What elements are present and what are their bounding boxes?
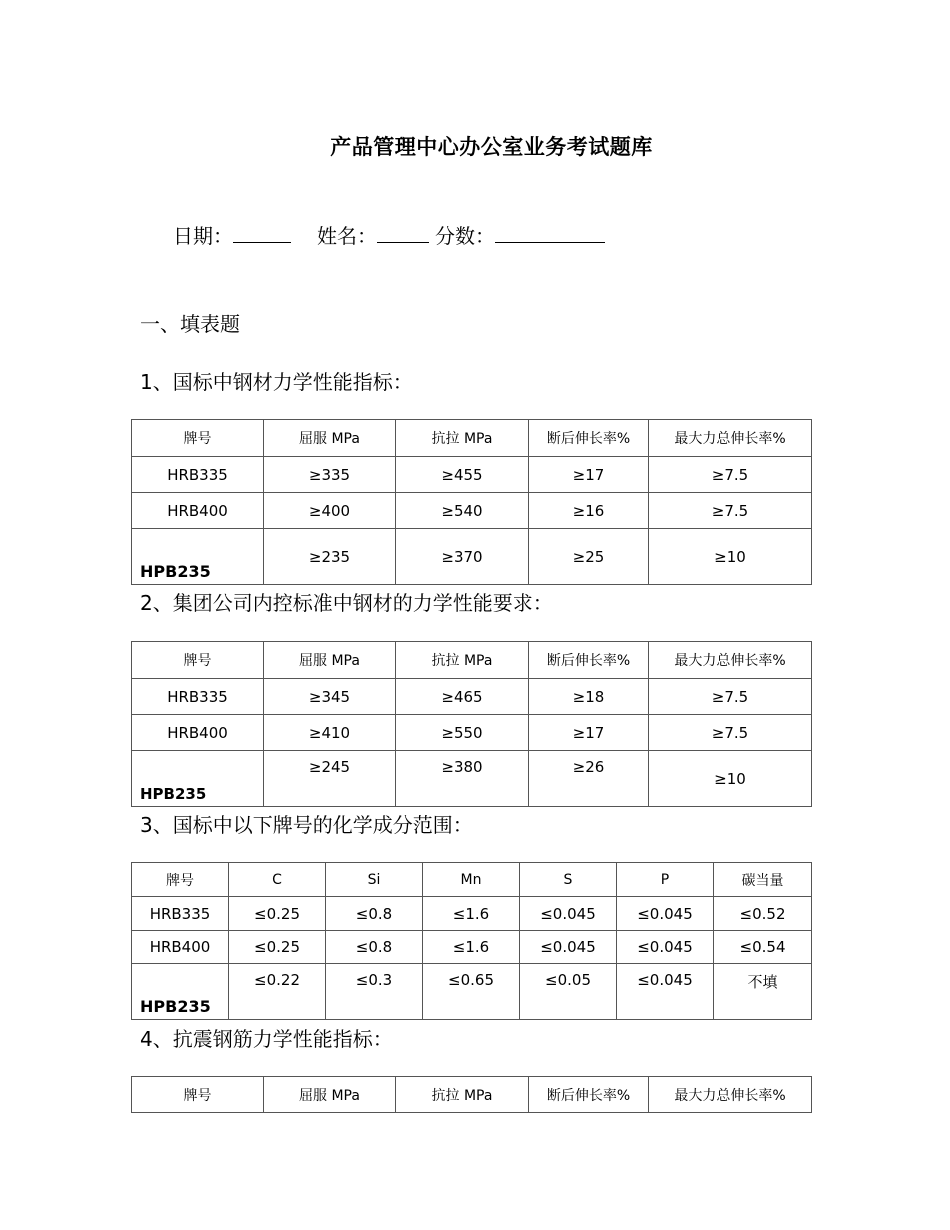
header-cell: 抗拉 MPa	[396, 642, 529, 679]
table-cell: ≥335	[264, 457, 396, 493]
table-cell: ≤0.22	[229, 964, 326, 1020]
table-cell: ≥410	[264, 715, 396, 751]
header-cell: Mn	[423, 863, 520, 897]
table-row	[132, 751, 812, 807]
table-cell: ≥16	[529, 493, 649, 529]
table-cell: ≤1.6	[423, 931, 520, 964]
table-cell: ≤0.045	[617, 964, 714, 1020]
table-cell: ≥10	[649, 529, 812, 585]
table-cell: ≥465	[396, 679, 529, 715]
table-cell: ≥235	[264, 529, 396, 585]
header-cell: 最大力总伸长率%	[649, 1077, 812, 1113]
header-cell: C	[229, 863, 326, 897]
table-row	[132, 529, 812, 585]
header-cell: 牌号	[132, 863, 229, 897]
header-cell: 牌号	[132, 642, 264, 679]
page-title: 产品管理中心办公室业务考试题库	[330, 135, 653, 159]
table-cell: ≥7.5	[649, 493, 812, 529]
table-row	[132, 457, 812, 493]
table-cell: ≥7.5	[649, 715, 812, 751]
table-cell: ≤0.8	[326, 897, 423, 931]
grade-cell: HRB335	[132, 897, 229, 931]
score-label: 分数：	[435, 224, 495, 248]
table-cell: ≥17	[529, 457, 649, 493]
table-row	[132, 931, 812, 964]
table-cell: ≥455	[396, 457, 529, 493]
header-cell: 屈服 MPa	[264, 420, 396, 457]
grade-cell: HPB235	[132, 964, 229, 1020]
grade-cell: HRB400	[132, 493, 264, 529]
table-cell: ≥26	[529, 751, 649, 807]
question-2-table	[131, 641, 812, 807]
table-cell: ≤1.6	[423, 897, 520, 931]
table-cell: ≤0.05	[520, 964, 617, 1020]
table-cell: ≥400	[264, 493, 396, 529]
table-cell: ≥25	[529, 529, 649, 585]
table-cell: ≤0.54	[714, 931, 812, 964]
header-cell: 屈服 MPa	[264, 1077, 396, 1113]
table-cell: ≥18	[529, 679, 649, 715]
table-cell: ≤0.045	[520, 931, 617, 964]
grade-cell: HPB235	[132, 529, 264, 585]
table-cell: ≤0.045	[617, 931, 714, 964]
table-cell: ≥10	[649, 751, 812, 807]
table-row	[132, 715, 812, 751]
table-row	[132, 897, 812, 931]
question-1-heading: 1、国标中钢材力学性能指标：	[140, 370, 413, 394]
table-cell: ≥550	[396, 715, 529, 751]
table-header-row	[132, 1077, 812, 1113]
grade-cell: HRB400	[132, 715, 264, 751]
header-cell: 牌号	[132, 1077, 264, 1113]
question-2-heading: 2、集团公司内控标准中钢材的力学性能要求：	[140, 591, 553, 615]
grade-cell: HPB235	[132, 751, 264, 807]
table-cell: ≤0.045	[617, 897, 714, 931]
header-cell: 碳当量	[714, 863, 812, 897]
table-cell: ≤0.3	[326, 964, 423, 1020]
table-cell: ≤0.25	[229, 931, 326, 964]
header-cell: 抗拉 MPa	[396, 420, 529, 457]
table-cell: ≤0.8	[326, 931, 423, 964]
grade-cell: HRB400	[132, 931, 229, 964]
table-cell: ≥540	[396, 493, 529, 529]
question-3-heading: 3、国标中以下牌号的化学成分范围：	[140, 813, 473, 837]
table-cell: ≥380	[396, 751, 529, 807]
table-cell: ≥7.5	[649, 679, 812, 715]
header-cell: P	[617, 863, 714, 897]
table-header-row	[132, 642, 812, 679]
table-cell: ≤0.045	[520, 897, 617, 931]
date-blank[interactable]	[233, 220, 291, 243]
table-cell: ≤0.52	[714, 897, 812, 931]
table-row	[132, 679, 812, 715]
header-cell: 断后伸长率%	[529, 420, 649, 457]
header-cell: 屈服 MPa	[264, 642, 396, 679]
header-cell: 断后伸长率%	[529, 1077, 649, 1113]
header-cell: 断后伸长率%	[529, 642, 649, 679]
header-cell: 最大力总伸长率%	[649, 642, 812, 679]
table-cell: ≥345	[264, 679, 396, 715]
table-cell: 不填	[714, 964, 812, 1020]
part-one-heading: 一、填表题	[140, 312, 240, 336]
table-row	[132, 493, 812, 529]
question-4-table	[131, 1076, 812, 1113]
grade-cell: HRB335	[132, 679, 264, 715]
header-cell: 抗拉 MPa	[396, 1077, 529, 1113]
header-cell: S	[520, 863, 617, 897]
date-label: 日期：	[173, 224, 233, 248]
header-cell: 最大力总伸长率%	[649, 420, 812, 457]
score-blank[interactable]	[495, 220, 605, 243]
question-1-table	[131, 419, 812, 585]
name-blank[interactable]	[377, 220, 429, 243]
header-cell: Si	[326, 863, 423, 897]
table-row	[132, 964, 812, 1020]
name-label: 姓名：	[317, 224, 377, 248]
question-3-table	[131, 862, 812, 1020]
table-header-row	[132, 420, 812, 457]
header-cell: 牌号	[132, 420, 264, 457]
exam-info-line	[173, 220, 605, 249]
table-cell: ≥7.5	[649, 457, 812, 493]
table-cell: ≥17	[529, 715, 649, 751]
question-4-heading: 4、抗震钢筋力学性能指标：	[140, 1027, 393, 1051]
grade-cell: HRB335	[132, 457, 264, 493]
table-cell: ≤0.25	[229, 897, 326, 931]
table-header-row	[132, 863, 812, 897]
table-cell: ≥245	[264, 751, 396, 807]
table-cell: ≤0.65	[423, 964, 520, 1020]
table-cell: ≥370	[396, 529, 529, 585]
